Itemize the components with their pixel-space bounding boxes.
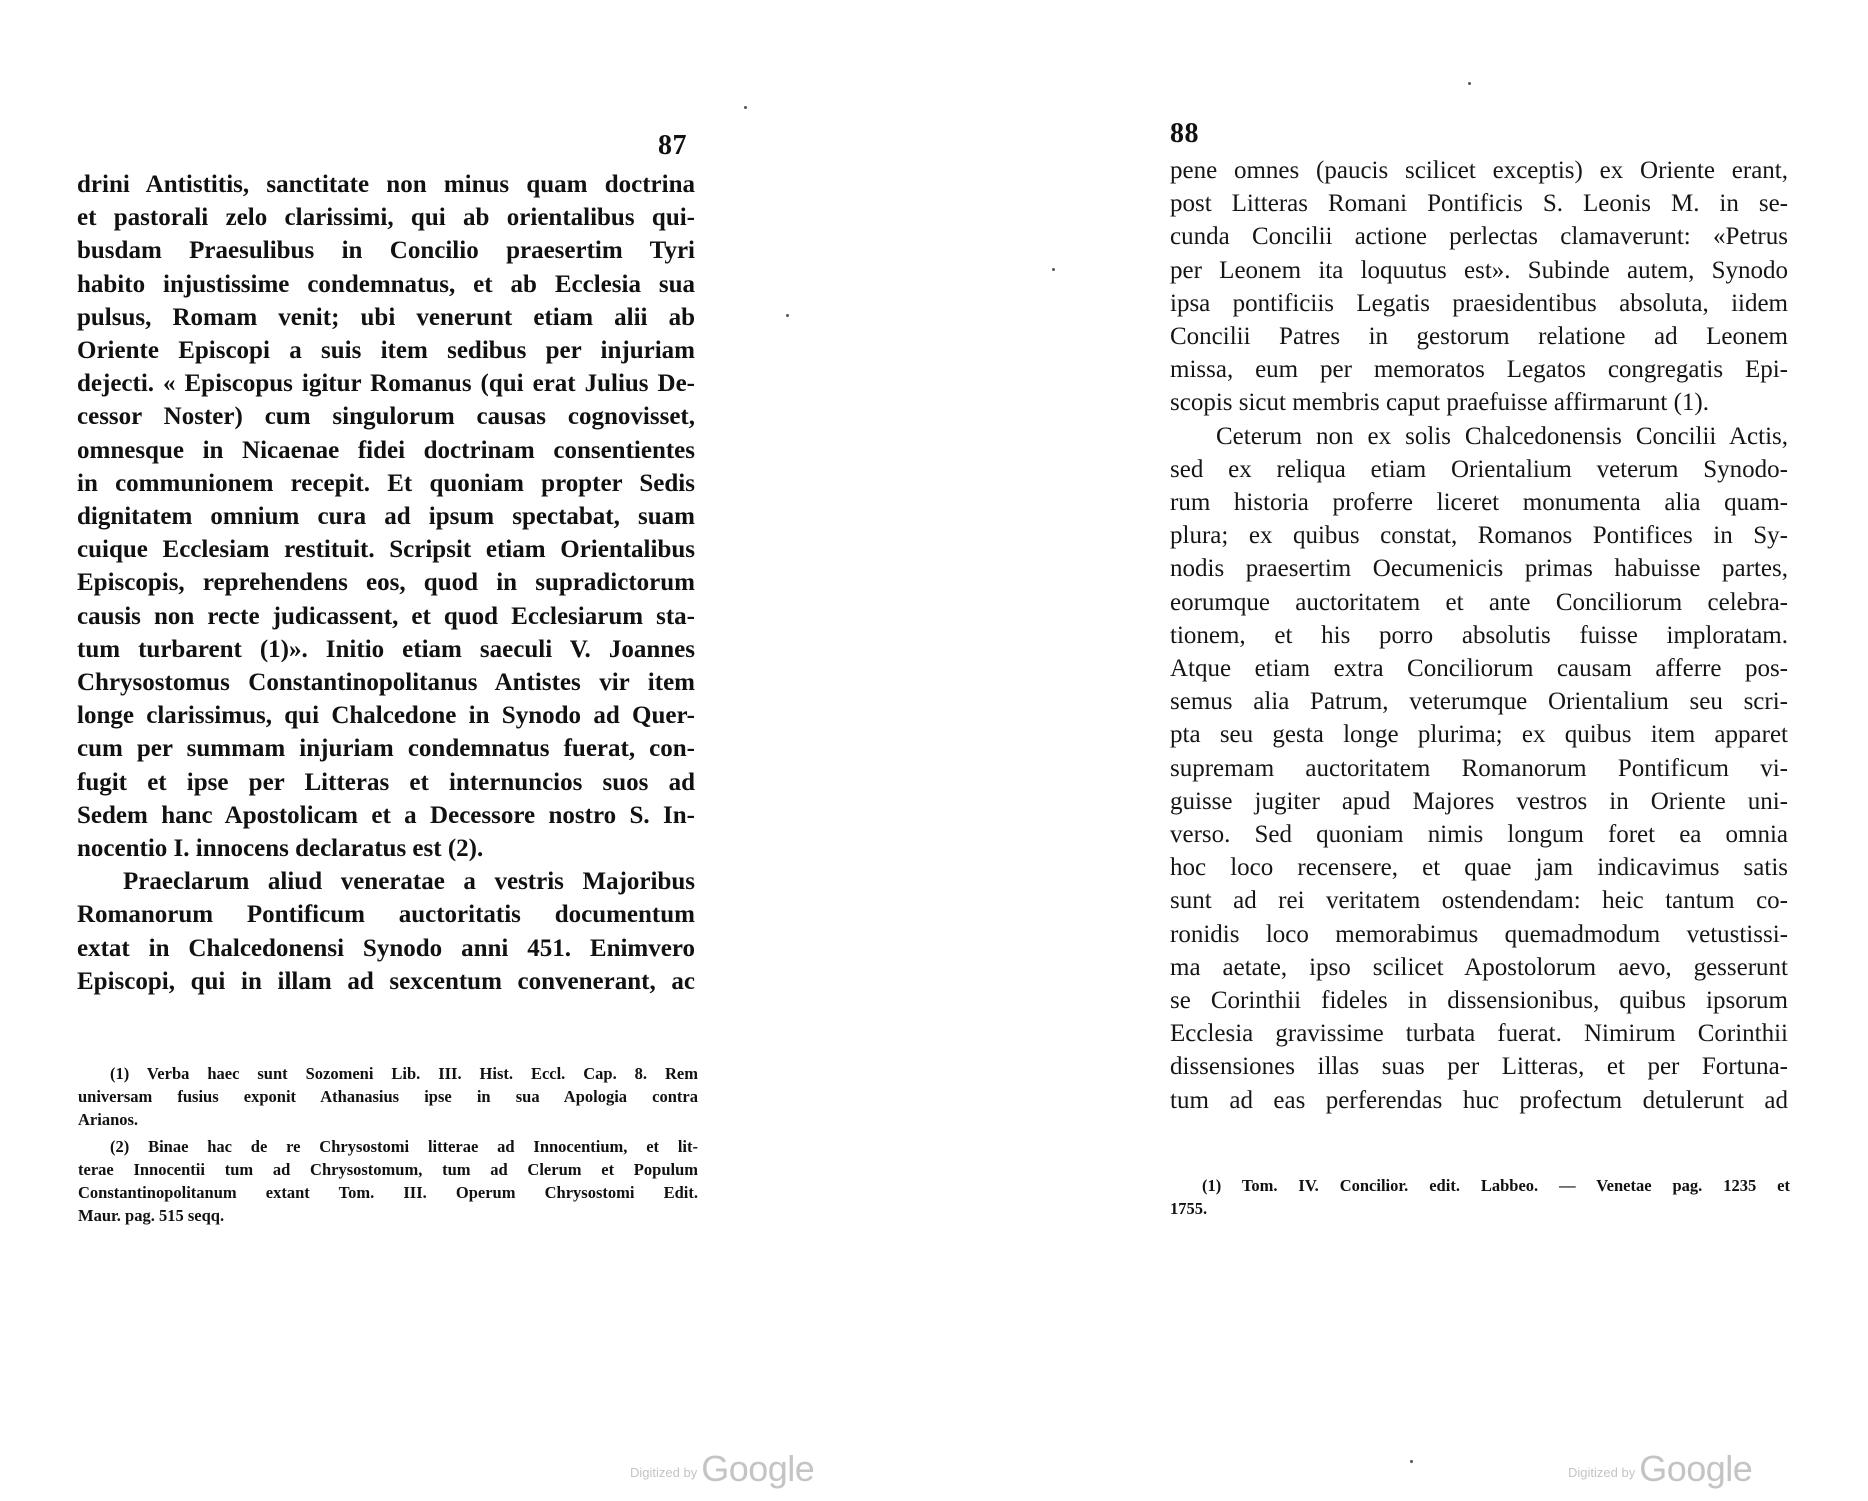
footnote — [78, 1135, 698, 1227]
text-line: plura; ex quibus constat, Romanos Pontifices in Sy- — [1170, 522, 1788, 550]
text-line: verso. Sed quoniam nimis longum foret ea omnia — [1170, 821, 1788, 849]
scan-speck — [1052, 268, 1055, 271]
right-page — [934, 0, 1868, 1501]
footnote-line: Constantinopolitanum extant Tom. III. Operum Chrysostomi Edit. — [78, 1183, 698, 1202]
text-line: nodis praesertim Oecumenicis primas habuisse partes, — [1170, 555, 1788, 583]
text-line: et pastorali zelo clarissimi, qui ab orientalibus qui- — [77, 204, 695, 232]
footnote — [1170, 1174, 1790, 1220]
text-line: cum per summam injuriam condemnatus fuerat, con- — [77, 735, 695, 763]
text-line: busdam Praesulibus in Concilio praesertim Tyri — [77, 237, 695, 265]
text-line: dissensiones illas suas per Litteras, et per Fortuna- — [1170, 1053, 1788, 1081]
watermark-by: Digitized by — [630, 1465, 698, 1480]
footnote-line: 1755. — [1170, 1199, 1208, 1218]
watermark-brand: Google — [701, 1448, 815, 1489]
text-line: hoc loco recensere, et quae jam indicavimus satis — [1170, 854, 1788, 882]
body-text — [77, 168, 695, 998]
text-line: Episcopis, reprehendens eos, quod in supradictorum — [77, 569, 695, 597]
footnote-line: (2) Binae hac de re Chrysostomi litterae ad Innocentium, et lit- — [110, 1137, 698, 1156]
scan-speck — [786, 314, 789, 317]
text-line: Chrysostomus Constantinopolitanus Antistes vir item — [77, 669, 695, 697]
text-line: causis non recte judicassent, et quod Ecclesiarum sta- — [77, 602, 695, 630]
text-line: cuique Ecclesiam restituit. Scripsit etiam Orientalibus — [77, 536, 695, 564]
text-line: per Leonem ita loquutus est». Subinde autem, Synodo — [1170, 256, 1788, 284]
text-line: in communionem recepit. Et quoniam propter Sedis — [77, 469, 695, 497]
text-line: Concilii Patres in gestorum relatione ad Leonem — [1170, 323, 1788, 351]
scan-speck — [1410, 1460, 1413, 1463]
text-line: tum ad eas perferendas huc profectum detulerunt ad — [1170, 1086, 1788, 1114]
text-line: Sedem hanc Apostolicam et a Decessore nostro S. In- — [77, 801, 695, 829]
text-line: fugit et ipse per Litteras et internuncios suos ad — [77, 768, 695, 796]
text-line: supremam auctoritatem Romanorum Pontificum vi- — [1170, 754, 1788, 782]
footnotes — [78, 1062, 698, 1231]
footnote-line: terae Innocentii tum ad Chrysostomum, tum ad Clerum et Populum — [78, 1160, 698, 1179]
text-line: sed ex reliqua etiam Orientalium veterum Synodo- — [1170, 455, 1788, 483]
footnotes — [1170, 1174, 1790, 1224]
text-line: ma aetate, ipso scilicet Apostolorum aevo, gesserunt — [1170, 953, 1788, 981]
text-line: omnesque in Nicaenae fidei doctrinam consentientes — [77, 436, 695, 464]
text-line: post Litteras Romani Pontificis S. Leonis M. in se- — [1170, 190, 1788, 218]
text-line: semus alia Patrum, veterumque Orientalium seu scri- — [1170, 688, 1788, 716]
text-line: tum turbarent (1)». Initio etiam saeculi V. Joannes — [77, 635, 695, 663]
text-line: dignitatem omnium cura ad ipsum spectabat, suam — [77, 503, 695, 531]
text-line: pulsus, Romam venit; ubi venerunt etiam alii ab — [77, 303, 695, 331]
digitized-watermark — [1568, 1448, 1752, 1490]
footnote-line: (1) Verba haec sunt Sozomeni Lib. III. Hist. Eccl. Cap. 8. Rem — [110, 1064, 698, 1083]
scan-speck — [1468, 82, 1471, 85]
text-line: ronidis loco memorabimus quemadmodum vetustissi- — [1170, 920, 1788, 948]
watermark-brand: Google — [1639, 1448, 1753, 1489]
footnote-line: Arianos. — [78, 1110, 139, 1129]
footnote — [78, 1062, 698, 1131]
text-line: extat in Chalcedonensi Synodo anni 451. Enimvero — [77, 934, 695, 962]
footnote-line: Maur. pag. 515 seqq. — [78, 1206, 225, 1225]
text-line: nocentio I. innocens declaratus est (2). — [77, 835, 484, 863]
text-line: Ecclesia gravissime turbata fuerat. Nimirum Corinthii — [1170, 1020, 1788, 1048]
text-line: habito injustissime condemnatus, et ab Ecclesia sua — [77, 270, 695, 298]
text-line: Praeclarum aliud veneratae a vestris Majoribus — [123, 868, 695, 896]
text-line: pene omnes (paucis scilicet exceptis) ex Oriente erant, — [1170, 157, 1788, 184]
scan-speck — [744, 106, 747, 109]
text-line: missa, eum per memoratos Legatos congregatis Epi- — [1170, 356, 1788, 384]
page-number: 88 — [1170, 118, 1199, 149]
text-line: scopis sicut membris caput praefuisse affirmarunt (1). — [1170, 389, 1709, 417]
page-number: 87 — [658, 130, 687, 161]
text-line: Ceterum non ex solis Chalcedonensis Concilii Actis, — [1216, 422, 1788, 450]
text-line: longe clarissimus, qui Chalcedone in Synodo ad Quer- — [77, 702, 695, 730]
text-line: tionem, et his porro absolutis fuisse imploratam. — [1170, 621, 1788, 649]
watermark-by: Digitized by — [1568, 1465, 1636, 1480]
text-line: guisse jugiter apud Majores vestros in Oriente uni- — [1170, 787, 1788, 815]
text-line: cunda Concilii actione perlectas clamaverunt: «Petrus — [1170, 223, 1788, 251]
text-line: Romanorum Pontificum auctoritatis documentum — [77, 901, 695, 929]
text-line: Oriente Episcopi a suis item sedibus per injuriam — [77, 337, 695, 365]
footnote-line: (1) Tom. IV. Concilior. edit. Labbeo. — Venetae pag. 1235 et — [1202, 1176, 1790, 1195]
footnote-line: universam fusius exponit Athanasius ipse in sua Apologia contra — [78, 1087, 698, 1106]
body-text — [1170, 154, 1788, 1117]
text-line: cessor Noster) cum singulorum causas cognovisset, — [77, 403, 695, 431]
text-line: sunt ad rei veritatem ostendendam: heic tantum co- — [1170, 887, 1788, 915]
digitized-watermark — [630, 1448, 814, 1490]
text-line: se Corinthii fideles in dissensionibus, quibus ipsorum — [1170, 987, 1788, 1015]
text-line: ipsa pontificiis Legatis praesidentibus absoluta, iidem — [1170, 289, 1788, 317]
text-line: Episcopi, qui in illam ad sexcentum convenerant, ac — [77, 967, 695, 995]
text-line: pta seu gesta longe plurima; ex quibus item apparet — [1170, 721, 1788, 749]
text-line: drini Antistitis, sanctitate non minus quam doctrina — [77, 171, 695, 198]
text-line: eorumque auctoritatem et ante Conciliorum celebra- — [1170, 588, 1788, 616]
text-line: Atque etiam extra Conciliorum causam afferre pos- — [1170, 655, 1788, 683]
text-line: dejecti. « Episcopus igitur Romanus (qui erat Julius De- — [77, 370, 695, 398]
text-line: rum historia proferre liceret monumenta alia quam- — [1170, 489, 1788, 517]
